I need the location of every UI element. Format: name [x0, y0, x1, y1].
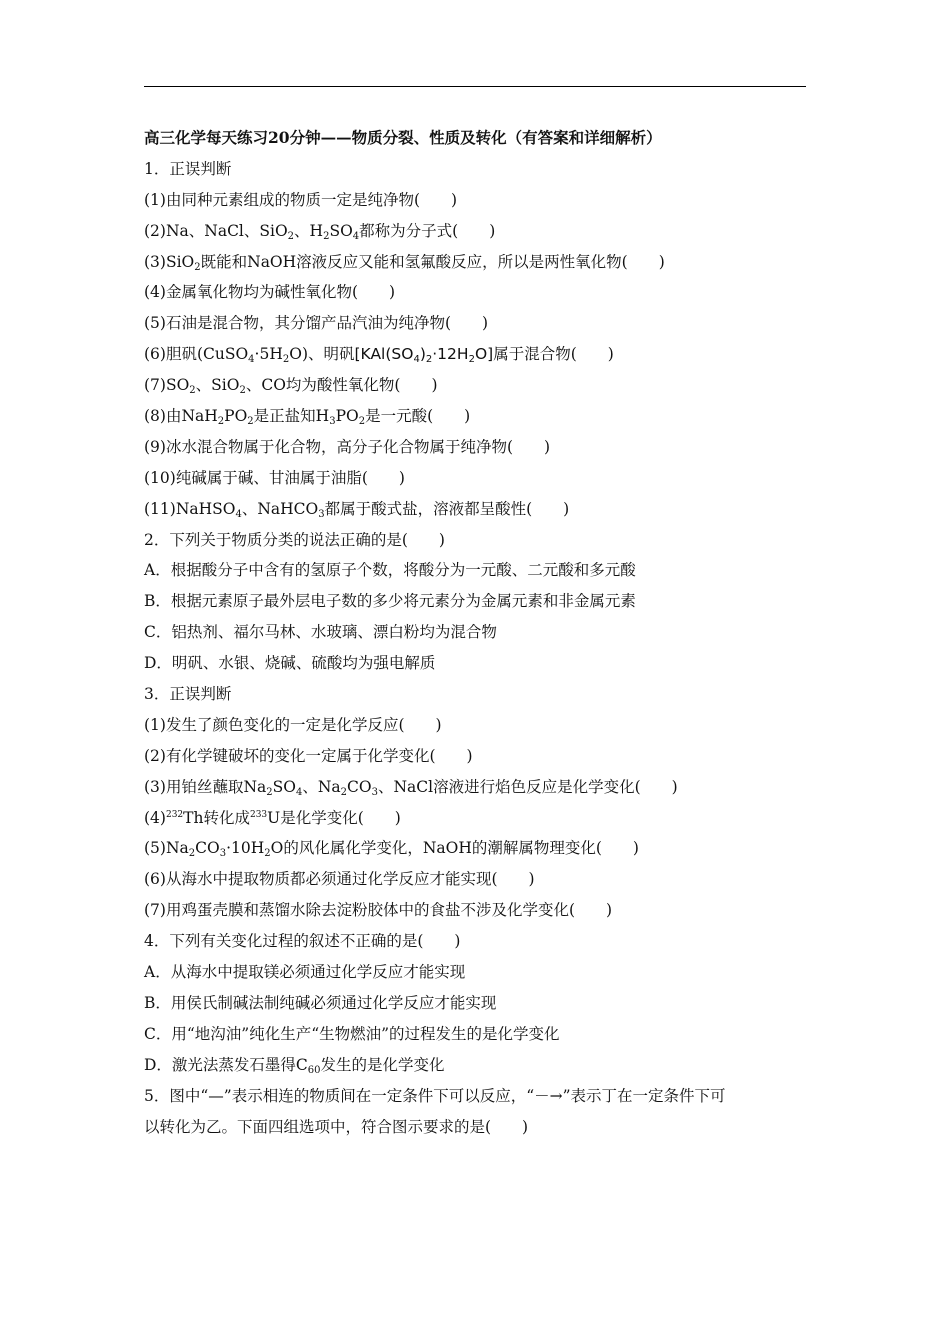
q5-text-line-2: 以转化为乙。下面四组选项中，符合图示要求的是( )	[144, 1117, 529, 1136]
q4-option-d: D．激光法蒸发石墨得$C_{60}$发生的是化学变化	[144, 1055, 445, 1076]
q3-item-2: (2)有化学键破坏的变化一定属于化学变化( )	[144, 746, 473, 765]
q4-heading: 4．下列有关变化过程的叙述不正确的是( )	[144, 932, 461, 951]
q3-item-4: $(4)^{232}Th$转化成$^{233}$U是化学变化( )	[144, 808, 401, 827]
q1-item-7: $(7)SO_2$、SiO$_2$、CO均为酸性氧化物( )	[144, 376, 438, 397]
q1-item-10: (10)纯碱属于碱、甘油属于油脂( )	[144, 468, 405, 487]
q1-item-9: (9)冰水混合物属于化合物，高分子化合物属于纯净物( )	[144, 437, 551, 456]
q3-item-5: $(5)Na_2CO_3\cdot 10H_2O$的风化属化学变化，NaOH的潮解属物理变化( )	[144, 839, 639, 860]
document-title: 高三化学每天练习20分钟——物质分裂、性质及转化（有答案和详细解析）	[144, 128, 662, 147]
q1-item-4: (4)金属氧化物均为碱性氧化物( )	[144, 283, 396, 302]
q1-item-11: (11)NaHSO$_4$、NaHCO$_3$都属于酸式盐，溶液都呈酸性( )	[144, 499, 570, 520]
document-body	[144, 123, 808, 1142]
q2-option-d: D．明矾、水银、烧碱、硫酸均为强电解质	[144, 654, 436, 673]
q3-item-3: (3)用铂丝蘸取$Na_2SO_4$、$Na_2CO_3$、NaCl溶液进行焰色反应是化学变化( )	[144, 777, 678, 798]
q2-heading: 2．下列关于物质分类的说法正确的是( )	[144, 530, 445, 549]
q4-option-c: C．用“地沟油”纯化生产“生物燃油”的过程发生的是化学变化	[144, 1024, 560, 1043]
q2-option-b: B．根据元素原子最外层电子数的多少将元素分为金属元素和非金属元素	[144, 592, 636, 611]
q5-text-line-1: 5．图中“—”表示相连的物质间在一定条件下可以反应，“－→”表示丁在一定条件下可	[144, 1086, 726, 1105]
q1-item-2: (2)Na、NaCl、SiO$_2$、$H_2SO_4$都称为分子式( )	[144, 221, 496, 242]
q1-item-8: (8)由$NaH_2PO_2$是正盐知$H_3PO_2$是一元酸( )	[144, 407, 471, 428]
q1-heading: 1．正误判断	[144, 159, 232, 178]
q1-item-5: (5)石油是混合物，其分馏产品汽油为纯净物( )	[144, 314, 489, 333]
q4-option-b: B．用侯氏制碱法制纯碱必须通过化学反应才能实现	[144, 993, 497, 1012]
q4-option-a: A．从海水中提取镁必须通过化学反应才能实现	[144, 963, 466, 982]
q1-item-1: (1)由同种元素组成的物质一定是纯净物( )	[144, 190, 458, 209]
q2-option-a: A．根据酸分子中含有的氢原子个数，将酸分为一元酸、二元酸和多元酸	[144, 561, 636, 580]
q3-heading: 3．正误判断	[144, 685, 232, 704]
header-rule	[144, 86, 806, 87]
q1-item-3: (3)SiO$_2$既能和NaOH溶液反应又能和氢氟酸反应，所以是两性氧化物( )	[144, 252, 665, 273]
q1-item-6: (6)胆矾$(CuSO_4\cdot 5H_2O)$、明矾$[KAl(SO_4)_2\cdot 12H_2O]$属于混合物( )	[144, 345, 614, 366]
q3-item-6: (6)从海水中提取物质都必须通过化学反应才能实现( )	[144, 870, 535, 889]
q3-item-1: (1)发生了颜色变化的一定是化学反应( )	[144, 715, 442, 734]
q2-option-c: C．铝热剂、福尔马林、水玻璃、漂白粉均为混合物	[144, 623, 497, 642]
q3-item-7: (7)用鸡蛋壳膜和蒸馏水除去淀粉胶体中的食盐不涉及化学变化( )	[144, 901, 613, 920]
